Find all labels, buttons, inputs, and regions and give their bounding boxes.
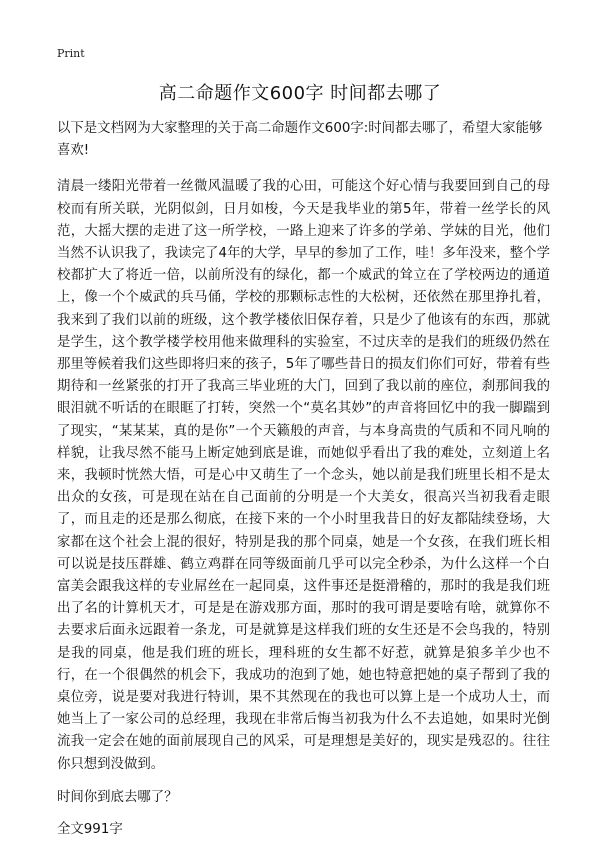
essay-paragraph: 清晨一缕阳光带着一丝微风温暖了我的心田，可能这个好心情与我要回到自己的母校而有所关联，光阴似剑，日月如梭，今天是我毕业的第5年，带着一丝学长的风范，大摇大摆的走进了这一所学校，一路上迎来了许多的学弟、学妹的目光，他们当然不认识我了，我读完了4年的大学，早早的参加了工作，哇！多年没来，整个学校都扩大了将近一倍，以前所没有的绿化，都一个威武的耸立在了学校两边的通道上，像一个个威武的兵马俑，学校的那颗标志性的大松树，还依然在那里挣扎着，我来到了我们以前的班级，这个教学楼依旧保存着，只是少了他该有的东西，那就是学生，这个教学楼学校用他来做理科的实验室，不过庆幸的是我们的班级仍然在那里等候着我们这些即将归来的孩子，5年了哪些昔日的损友们你们可好，带着有些期待和一丝紧张的打开了我高三毕业班的大门，回到了我以前的座位，刹那间我的眼泪就不听话的在眼眶了打转，突然一个“莫名其妙”的声音将回忆中的我一脚踹到了现实，“某某某，真的是你”一个天籁般的声音，与本身高贵的气质和不同凡响的样貌，让我尽然不能马上断定她到底是谁，而她似乎看出了我的难处，立刻道上名来，我顿时恍然大悟，可是心中又萌生了一个念头，她以前是我们班里长相不是太出众的女孩，可是现在站在自己面前的分明是一个大美女，很高兴当初我看走眼了，而且走的还是那么彻底，在接下来的一个小时里我昔日的好友都陆续登场，大家都在这个社会上混的很好，特别是我的那个同桌，她是一个女孩，在我们班长相可以说是技压群雄、鹤立鸡群在同等级面前几乎可以完全秒杀，为什么这样一个白富美会跟我这样的专业屌丝在一起同桌，这件事还是挺滑稽的，那时的我是我们班出了名的计算机天才，可是是在游戏那方面，那时的我可谓是要啥有啥，就算你不去要求后面永远跟着一条龙，可是就算是这样我们班的女生还是不会鸟我的，特别是我的同桌，他是我们班的班长，理科班的女生都不好惹，就算是狼多羊少也不行，在一个很偶然的机会下，我成功的泡到了她，她也特意把她的桌子帮到了我的桌位旁，说是要对我进行特训，果不其然现在的我也可以算上是一个成功人士，而她当上了一家公司的总经理，我现在非常后悔当初我为什么不去追她，如果时光倒流我一定会在她的面前展现自己的风采，可是理想是美好的，现实是残忍的。往往你只想到没做到。 <box>57 179 550 772</box>
closing-question: 时间你到底去哪了？ <box>57 789 178 805</box>
word-count: 全文991字 <box>57 822 123 838</box>
intro-paragraph: 以下是文档网为大家整理的关于高二命题作文600字:时间都去哪了，希望大家能够喜欢! <box>57 121 543 159</box>
print-link[interactable]: Print <box>57 47 85 60</box>
document-body <box>57 118 550 841</box>
page-title: 高二命题作文600字 时间都去哪了 <box>158 83 442 104</box>
